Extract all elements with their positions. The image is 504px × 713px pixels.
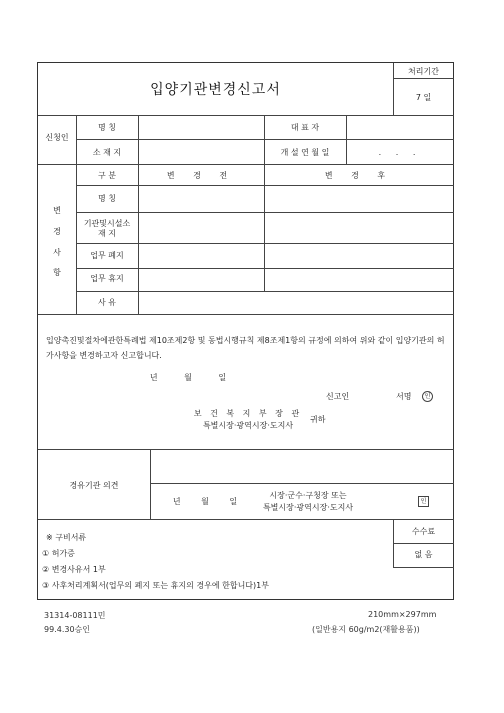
line-change-row2: [76, 243, 454, 244]
line-change-field-col: [138, 164, 139, 314]
applicant-label: 신청인: [45, 133, 69, 142]
line-change-bottom: [38, 314, 454, 315]
col-category: 구 분: [98, 171, 116, 180]
line-change-before-after-col: [264, 164, 265, 291]
document-item-3: ③ 사후처리계획서(업무의 폐지 또는 휴지의 경우에 한합니다)1부: [42, 581, 269, 590]
line-applicant-mid: [76, 139, 454, 140]
paper-spec: (일반용지 60g/m2(재활용품)): [312, 625, 420, 634]
processing-split: [393, 78, 454, 79]
line-applicant-bottom: [38, 164, 454, 165]
opening-date-value[interactable]: . . .: [378, 148, 422, 157]
name-label: 명 칭: [98, 123, 116, 132]
statement-text: 입양촉진및절차에관한특례법 제10조제2항 및 동법시행규칙 제8조제1항의 규정에 의하여 위와 같이 입양기관의 허가사항을 변경하고자 신고합니다.: [46, 336, 445, 361]
signature-label[interactable]: 서명: [396, 392, 412, 401]
row-suspension: 업무 휴지: [90, 274, 124, 283]
via-date[interactable]: 년 월 일: [172, 497, 238, 506]
change-section-label: 변경사항: [53, 206, 61, 278]
row-reason: 사 유: [98, 298, 116, 307]
fee-value: 없 음: [414, 550, 433, 559]
paper-size: 210mm×297mm: [368, 610, 437, 619]
line-change-label-col: [76, 164, 77, 314]
recipient-line1: 보 건 복 지 부 장 관: [193, 409, 303, 418]
line-via-mid: [150, 483, 454, 484]
line-change-row1: [76, 212, 454, 213]
opening-date-label: 개 설 연 월 일: [280, 148, 330, 157]
row-name: 명 칭: [98, 194, 116, 203]
row-closure: 업무 폐지: [90, 251, 124, 260]
document-item-1: ① 허가증: [42, 549, 75, 558]
col-before: 변 경 전: [166, 171, 236, 180]
row-location: 기관및시설소 재 지: [83, 219, 131, 238]
form-title: 입양기관변경신고서: [150, 82, 281, 98]
reporter-label: 신고인: [326, 392, 350, 401]
via-label: 경유기관 의견: [69, 481, 119, 490]
approval-date: 99.4.30승인: [44, 625, 90, 634]
address-label: 소 재 지: [92, 148, 122, 157]
rep-label: 대 표 자: [290, 123, 320, 132]
fee-label: 수수료: [411, 527, 436, 536]
recipient-line2: 특별시장·광역시장·도지사: [202, 421, 294, 430]
line-applicant-top: [38, 115, 454, 116]
line-via-col: [150, 449, 151, 519]
form-code: 31314-08111민: [44, 611, 106, 620]
seal-mark: 인: [422, 391, 433, 402]
recipient-suffix: 귀하: [310, 415, 326, 424]
col-after: 변 경 후: [324, 171, 394, 180]
processing-value: 7 일: [415, 93, 432, 102]
documents-heading: ※ 구비서류: [46, 533, 87, 542]
line-applicant-field-col: [138, 115, 139, 164]
line-fee-mid: [393, 543, 454, 544]
change-report-form: [37, 62, 454, 600]
line-change-row3: [76, 268, 454, 269]
document-item-2: ② 변경사유서 1부: [42, 565, 106, 574]
statement-date[interactable]: 년 월 일: [149, 373, 227, 382]
line-change-row4: [76, 291, 454, 292]
line-change-header: [76, 185, 454, 186]
line-via-top: [38, 449, 454, 450]
processing-label: 처리기간: [408, 67, 439, 76]
via-office-line2: 특별시장·광역시장·도지사: [262, 503, 354, 512]
line-fee-bottom: [393, 567, 454, 568]
line-via-bottom: [38, 519, 454, 520]
via-office-line1: 시장·군수·구청장 또는: [269, 491, 347, 500]
via-seal-mark: 인: [418, 496, 429, 507]
